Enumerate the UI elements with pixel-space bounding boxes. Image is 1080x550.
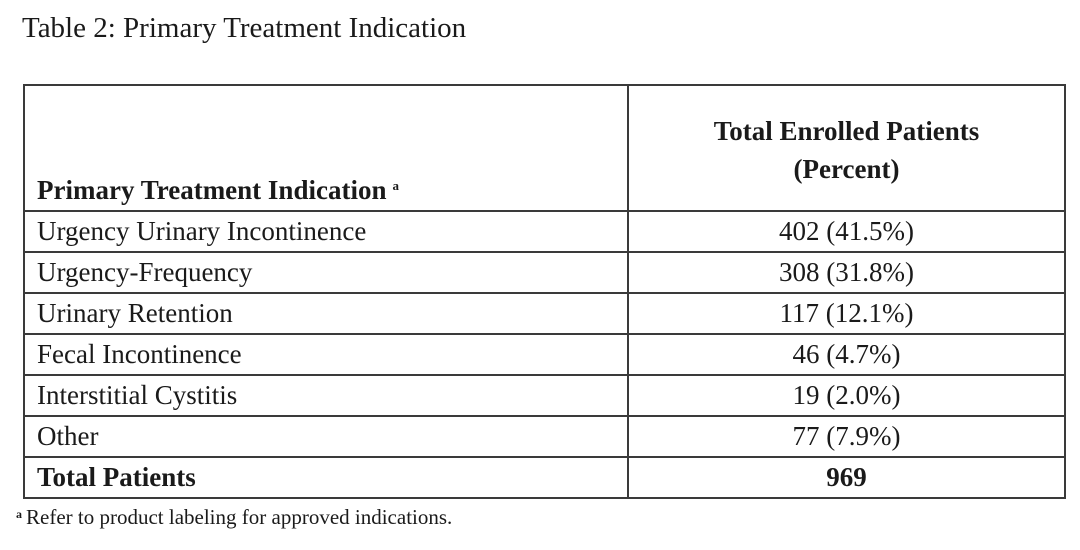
header-total-enrolled-line2: (Percent) xyxy=(793,154,900,184)
treatment-indication-table xyxy=(23,84,1066,499)
total-row xyxy=(24,457,1065,498)
table-row xyxy=(24,334,1065,375)
header-total-enrolled xyxy=(628,85,1065,211)
table-header-row xyxy=(24,85,1065,211)
row-value: 308 (31.8%) xyxy=(628,252,1065,293)
footnote-text: Refer to product labeling for approved indications. xyxy=(26,505,453,529)
header-indication xyxy=(24,85,628,211)
row-indication: Fecal Incontinence xyxy=(24,334,628,375)
row-value: 46 (4.7%) xyxy=(628,334,1065,375)
row-indication: Urinary Retention xyxy=(24,293,628,334)
table-row xyxy=(24,375,1065,416)
total-value: 969 xyxy=(628,457,1065,498)
header-footnote-marker: a xyxy=(392,178,399,193)
table-row xyxy=(24,416,1065,457)
row-value: 19 (2.0%) xyxy=(628,375,1065,416)
header-total-enrolled-line1: Total Enrolled Patients xyxy=(713,116,980,146)
footnote-marker: a xyxy=(16,507,22,521)
row-value: 117 (12.1%) xyxy=(628,293,1065,334)
table-row xyxy=(24,252,1065,293)
row-indication: Interstitial Cystitis xyxy=(24,375,628,416)
row-value: 77 (7.9%) xyxy=(628,416,1065,457)
header-indication-label: Primary Treatment Indication xyxy=(37,175,387,205)
row-value: 402 (41.5%) xyxy=(628,211,1065,252)
row-indication: Urgency-Frequency xyxy=(24,252,628,293)
footnote xyxy=(16,500,452,531)
row-indication: Other xyxy=(24,416,628,457)
row-indication: Urgency Urinary Incontinence xyxy=(24,211,628,252)
table-row xyxy=(24,293,1065,334)
total-label: Total Patients xyxy=(24,457,628,498)
table-caption: Table 2: Primary Treatment Indication xyxy=(22,12,467,44)
table-row xyxy=(24,211,1065,252)
